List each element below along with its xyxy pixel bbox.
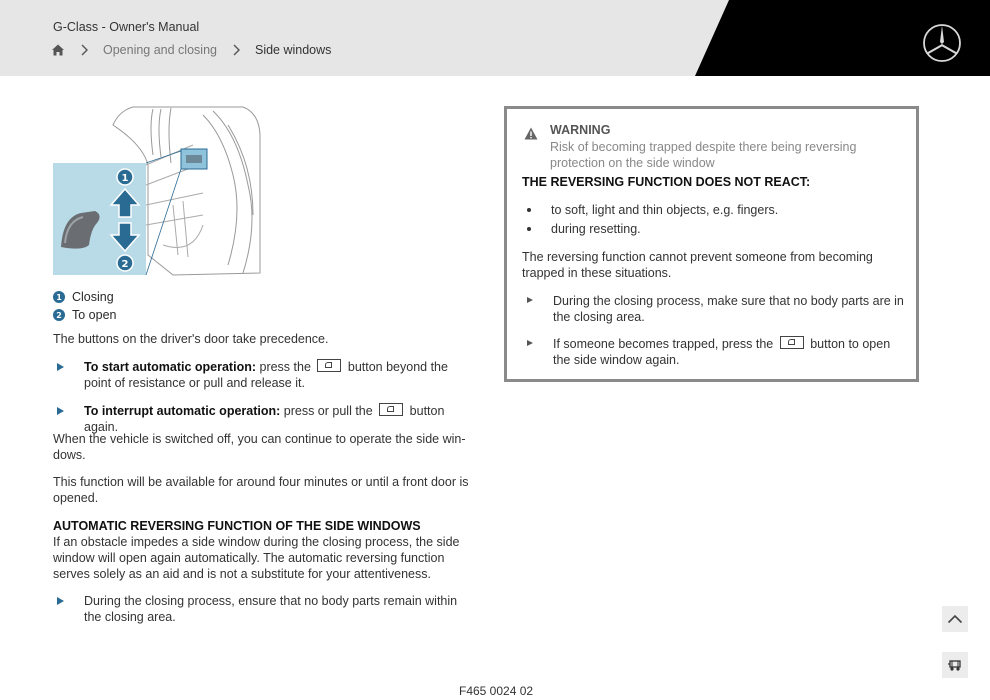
warning-bullet-text: during resetting.: [551, 222, 641, 236]
door-window-switch-illustration: [53, 105, 263, 277]
warning-step-closing-text: During the closing process, make sure that no body parts are in the closing area.: [553, 294, 904, 324]
step-start-text-b: button beyond the point of resistance or pull and release it.: [84, 360, 448, 390]
step-interrupt-text-b: button again.: [84, 404, 445, 434]
legend-item-closing: [53, 289, 114, 305]
step-start-bold: To start automatic operation:: [84, 360, 257, 374]
warning-step-trapped-text-a: If someone becomes trapped, press the: [553, 337, 777, 351]
paragraph-availability: This function will be available for around four minutes or until a front door is opened.: [53, 475, 469, 505]
step-arrow-icon: [57, 363, 64, 371]
window-switch-icon: [780, 336, 804, 349]
step-start-automatic: [53, 359, 473, 391]
header-bar: [0, 0, 990, 76]
step-arrow-icon: [527, 297, 533, 303]
step-arrow-icon: [527, 340, 533, 346]
step-closing-process-text: During the closing process, ensure that no body parts remain within the closing area.: [84, 594, 458, 624]
vehicle-view-button[interactable]: [942, 652, 968, 678]
warning-box: [504, 106, 919, 382]
step-interrupt-text-a: press or pull the: [280, 404, 377, 418]
breadcrumb-current-side-windows: Side windows: [254, 43, 332, 57]
home-icon[interactable]: [51, 43, 65, 57]
legend-number-1: 1: [53, 291, 65, 303]
figure-marker-1: 1: [121, 173, 129, 184]
breadcrumb: [51, 42, 331, 58]
mercedes-star-logo[interactable]: [922, 23, 962, 63]
warning-step-trapped: [522, 336, 907, 368]
legend-label-closing: Closing: [72, 290, 114, 304]
warning-step-trapped-text-b: button to open the side window again.: [553, 337, 891, 367]
paragraph-switched-off: When the vehicle is switched off, you can continue to operate the side win-dows.: [53, 432, 466, 462]
warning-paragraph: The reversing function cannot prevent someone from becoming trapped in these situations.: [522, 250, 873, 280]
step-start-text-a: press the: [256, 360, 315, 374]
bullet-dot-icon: [527, 208, 531, 212]
window-switch-icon: [317, 359, 341, 372]
window-switch-icon: [379, 403, 403, 416]
intro-paragraph: The buttons on the driver's door take precedence.: [53, 332, 329, 346]
warning-bullet: [527, 222, 641, 236]
warning-step-closing: [522, 293, 907, 325]
figure-code: F465 0024 02: [459, 684, 534, 698]
warning-title: WARNING: [550, 123, 611, 137]
warning-bullet: [527, 203, 778, 217]
chevron-up-icon: [947, 614, 963, 624]
section-heading-auto-reversing: AUTOMATIC REVERSING FUNCTION OF THE SIDE WINDOWS: [53, 519, 421, 533]
step-closing-process: [53, 593, 473, 625]
chevron-right-icon: [231, 44, 241, 56]
warning-triangle-icon: [524, 127, 538, 140]
legend-label-open: To open: [72, 308, 117, 322]
figure-marker-2: 2: [121, 259, 129, 270]
step-arrow-icon: [57, 407, 64, 415]
legend-item-open: [53, 307, 116, 323]
legend-number-2: 2: [53, 309, 65, 321]
warning-subtitle: Risk of becoming trapped despite there being reversing protection on the side window: [550, 140, 857, 170]
chevron-right-icon: [79, 44, 89, 56]
scroll-to-top-button[interactable]: [942, 606, 968, 632]
warning-bullet-text: to soft, light and thin objects, e.g. fingers.: [551, 203, 779, 217]
app-title: G-Class - Owner's Manual: [53, 20, 200, 34]
paragraph-auto-reversing: If an obstacle impedes a side window during the closing process, the side window will open again automatically. The automatic reversing function serves solely as an aid and is not a substitute for your attentiveness.: [53, 535, 460, 581]
vehicle-icon: [947, 658, 963, 672]
step-arrow-icon: [57, 597, 64, 605]
breadcrumb-link-opening-closing[interactable]: Opening and closing: [103, 43, 217, 57]
bullet-dot-icon: [527, 227, 531, 231]
warning-caps-heading: THE REVERSING FUNCTION DOES NOT REACT:: [522, 175, 811, 189]
step-interrupt-bold: To interrupt automatic operation:: [84, 404, 281, 418]
